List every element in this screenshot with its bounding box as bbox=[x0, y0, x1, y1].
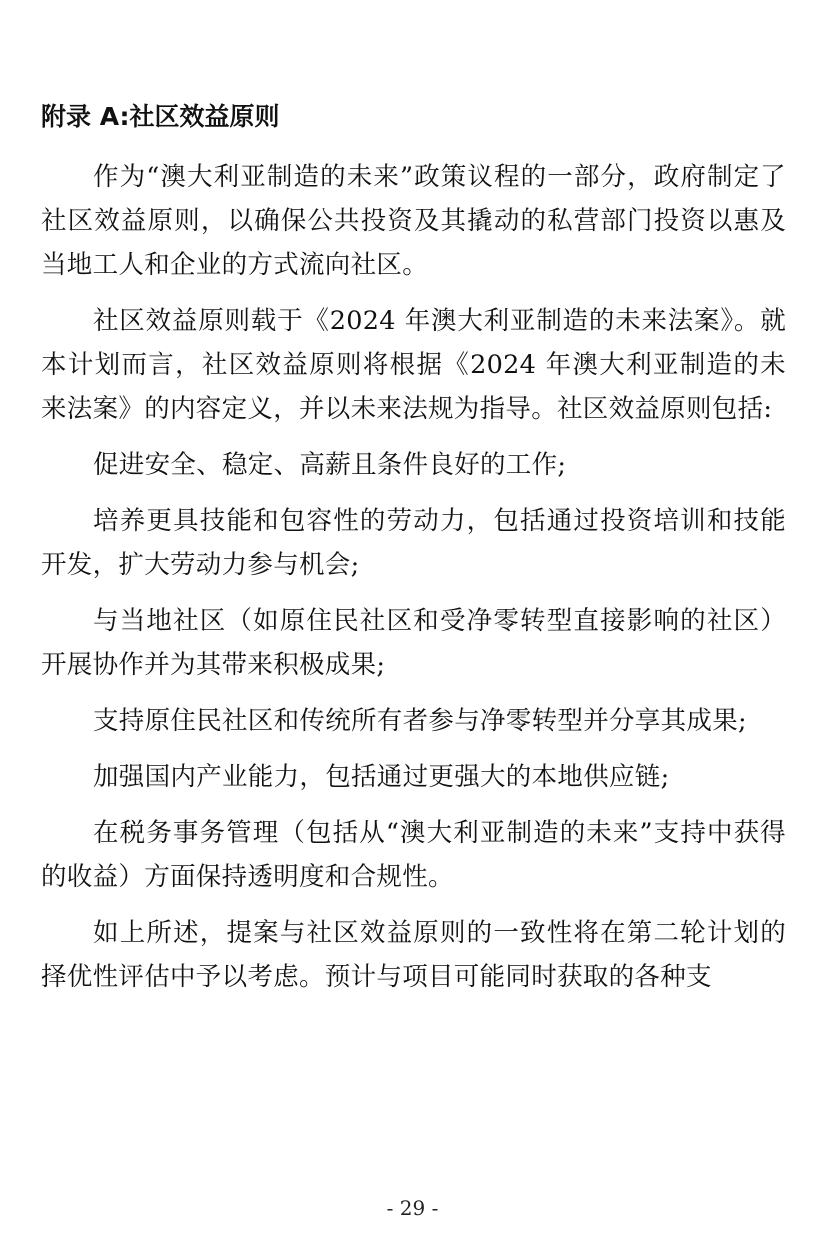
principle-item-tax: 在税务事务管理（包括从“澳大利亚制造的未来”支持中获得的收益）方面保持透明度和合规性。 bbox=[41, 818, 786, 892]
appendix-heading: 附录 A:社区效益原则 bbox=[41, 102, 280, 131]
paragraph-intro: 作为“澳大利亚制造的未来”政策议程的一部分，政府制定了社区效益原则，以确保公共投资及其撬动的私营部门投资以惠及当地工人和企业的方式流向社区。 bbox=[41, 162, 786, 280]
principle-item-communities: 与当地社区（如原住民社区和受净零转型直接影响的社区）开展协作并为其带来积极成果; bbox=[41, 606, 786, 680]
principle-item-jobs: 促进安全、稳定、高薪且条件良好的工作; bbox=[93, 450, 567, 480]
principle-item-workforce: 培养更具技能和包容性的劳动力，包括通过投资培训和技能开发，扩大劳动力参与机会; bbox=[41, 506, 786, 580]
paragraph-act-reference: 社区效益原则载于《2024 年澳大利亚制造的未来法案》。就本计划而言，社区效益原则将根据《2024 年澳大利亚制造的未来法案》的内容定义，并以未来法规为指导。社区效益原则包括: bbox=[41, 306, 786, 424]
principle-item-industry: 加强国内产业能力，包括通过更强大的本地供应链; bbox=[93, 762, 670, 792]
page-number: - 29 - bbox=[386, 1196, 439, 1220]
principle-item-first-nations: 支持原住民社区和传统所有者参与净零转型并分享其成果; bbox=[93, 706, 747, 736]
document-body bbox=[41, 155, 786, 1011]
paragraph-assessment: 如上所述，提案与社区效益原则的一致性将在第二轮计划的择优性评估中予以考虑。预计与项目可能同时获取的各种支 bbox=[41, 918, 786, 992]
